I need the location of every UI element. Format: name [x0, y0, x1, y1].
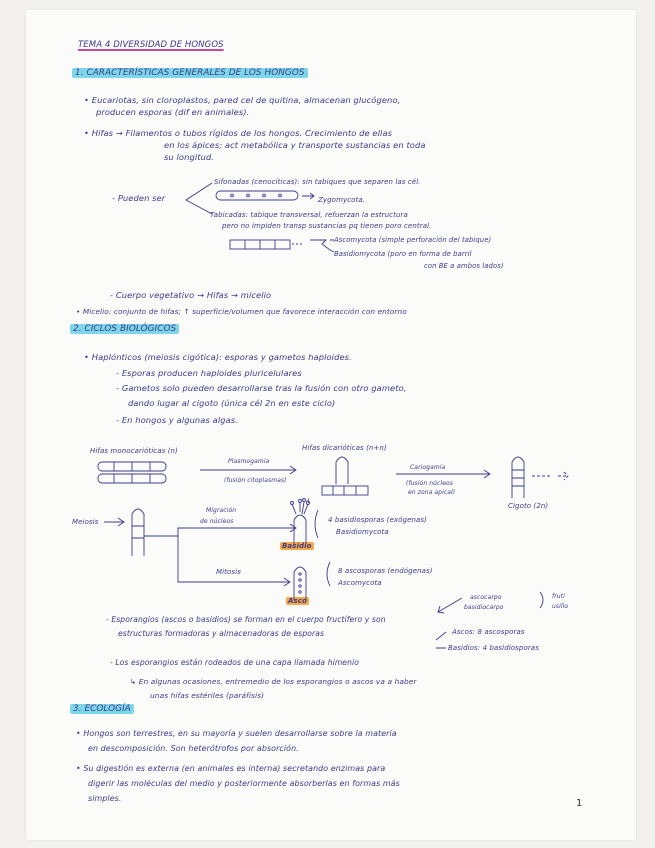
text-line: producen esporas (dif en animales).	[96, 107, 250, 117]
diagram-label-cariogamia-sub2: en zona apical)	[408, 489, 456, 496]
diagram-label-basidiomycota: Basidiomycota	[336, 528, 389, 536]
section-heading-2-label: 2. CICLOS BIOLÓGICOS	[70, 324, 179, 334]
diagram-label-hifas-di: Hifas dicarióticas (n+n)	[302, 444, 387, 452]
section-heading-3-label: 3. ECOLOGÍA	[70, 704, 134, 714]
text-line: • Hongos son terrestres, en su mayoría y suelen desarrollarse sobre la materia	[76, 729, 397, 738]
page-number: 1	[576, 798, 583, 809]
diagram-label-basidiosporas: 4 basidiosporas (exógenas)	[328, 516, 428, 524]
diagram-label-ascosporas: 8 ascosporas (endógenas)	[338, 567, 433, 575]
text-line: digerir las moléculas del medio y posteriormente absorberlas en formas más	[88, 779, 400, 788]
asco-cell	[294, 567, 306, 600]
nucleus	[263, 194, 266, 197]
text-line: con BE a ambos lados)	[424, 262, 504, 270]
diagram-label-meiosis: Meiosis	[72, 518, 99, 526]
nucleus	[247, 194, 250, 197]
diagram-label-plasmogamia: Plasmogamia	[228, 458, 270, 465]
text-line: pero no impiden transp sustancias pq tienen poro central.	[222, 222, 432, 230]
text-line: simples.	[88, 794, 122, 803]
section-heading-1-label: 1. CARACTERÍSTICAS GENERALES DE LOS HONGOS	[72, 68, 308, 78]
text-line: - Cuerpo vegetativo → Hifas → micelio	[110, 290, 272, 300]
text-line: Zygomycota.	[318, 196, 366, 204]
diagram-label-mitosis: Mitosis	[216, 568, 241, 576]
text-line: unas hifas estériles (paráfisis)	[150, 691, 265, 700]
arrow-meiosis	[104, 518, 124, 526]
diagram-label-cigoto: Cigoto (2n)	[508, 502, 549, 510]
text-line: - Los esporangios están rodeados de una capa llamada himenio	[110, 658, 359, 667]
sifonada-hypha	[216, 191, 298, 200]
basidio-cell	[294, 515, 306, 544]
sterigmata	[292, 502, 308, 514]
diagram-label-migracion: Migración	[206, 507, 237, 514]
text-line: Sifonadas (cenocíticas): sin tabiques que separen las cél.	[214, 178, 421, 186]
septa	[245, 240, 275, 249]
text-line: • Micelio: conjunto de hifas; ↑ superficie/volumen que favorece interacción con entorno	[76, 307, 407, 316]
text-line: - Esporas producen haploides pluricelulares	[116, 368, 302, 378]
text-line: Ascos: 8 ascosporas	[452, 628, 525, 636]
diagram-label-cariogamia-sub1: (fusión núcleos	[406, 480, 453, 487]
text-line: Ascomycota (simple perforación del tabique)	[334, 236, 492, 244]
arrows-tabicada	[310, 240, 330, 250]
text-line: • Hifas → Filamentos o tubos rígidos de los hongos. Crecimiento de ellas	[84, 128, 393, 138]
zygote	[512, 457, 524, 498]
diagram-label-hifas-mono: Hifas monocarióticas (n)	[90, 447, 178, 455]
text-line: Basidios: 4 basidiosporas	[448, 644, 539, 652]
diagram-label-four: 4	[306, 498, 310, 505]
text-line: Basidiomycota (poro en forma de barril	[334, 250, 472, 258]
nucleus	[231, 194, 234, 197]
arrow-cariogamia	[396, 470, 490, 478]
arrow-basidio	[144, 524, 296, 536]
diagram-label-fruti: fruti	[552, 593, 565, 600]
arrow-asco	[178, 536, 290, 586]
text-line: en descomposición. Son heterótrofos por absorción.	[88, 744, 299, 753]
diagram-label-ascocarpo: ascocarpo	[470, 594, 502, 601]
text-line: - Esporangios (ascos o basidios) se forman en el cuerpo fructífero y son	[106, 615, 386, 624]
central-hypha	[132, 509, 144, 556]
arrow-plasmogamia	[200, 466, 296, 474]
text-line: estructuras formadoras y almacenadoras de esporas	[118, 629, 325, 638]
arrowheads	[330, 240, 334, 252]
text-line: • Eucariotas, sin cloroplastos, pared cel de quitina, almacenan glucógeno,	[84, 95, 401, 105]
text-line: Tabicadas: tabique transversal, refuerzan la estructura	[210, 211, 408, 219]
arrow-ascos-basidios	[436, 632, 446, 648]
brace-basidio	[315, 510, 318, 538]
diagram-label-basidiocarpo: basidiocarpo	[464, 604, 504, 611]
text-line: ↳ En algunas ocasiones, entremedio de los esporangios o ascos va a haber	[130, 677, 417, 686]
text-line: • Su digestión es externa (en animales es interna) secretando enzimas para	[76, 764, 386, 773]
nucleus	[279, 194, 282, 197]
text-line: - Gametos solo pueden desarrollarse tras la fusión con otro gameto,	[116, 383, 407, 393]
dikaryotic-base	[322, 486, 368, 495]
diagram-label-cariogamia: Cariogamia	[410, 464, 446, 471]
arrow-to-next	[532, 472, 568, 480]
diagram-label-plasmogamia-sub: (fusión citoplasmas)	[224, 477, 287, 484]
page-title: TEMA 4 DIVERSIDAD DE HONGOS	[78, 40, 224, 50]
arrow-fructifero	[438, 598, 462, 613]
text-line: dando lugar al cigoto (única cél 2n en este ciclo)	[128, 398, 336, 408]
diagram-label-usillo: usillo	[552, 603, 569, 610]
asco-tag: Asco	[288, 597, 307, 605]
bracket-pueden-ser	[186, 183, 212, 214]
brace-fruti	[540, 592, 543, 608]
arrow-zygo	[302, 193, 314, 199]
text-line: - Pueden ser	[112, 193, 166, 203]
text-line: su longitud.	[164, 152, 215, 162]
dikaryotic-tip	[336, 457, 348, 484]
text-line: en los ápices; act metabólica y transporte sustancias en toda	[164, 140, 426, 150]
text-line: - En hongos y algunas algas.	[116, 415, 238, 425]
basidio-tag: Basidio	[282, 542, 312, 550]
brace-asco	[327, 562, 330, 586]
diagram-label-ascomycota: Ascomycota	[338, 579, 382, 587]
diagram-label-migracion2: de núcleos	[200, 518, 234, 525]
text-line: • Haplónticos (meiosis cigótica): esporas y gametos haploides.	[84, 352, 352, 362]
